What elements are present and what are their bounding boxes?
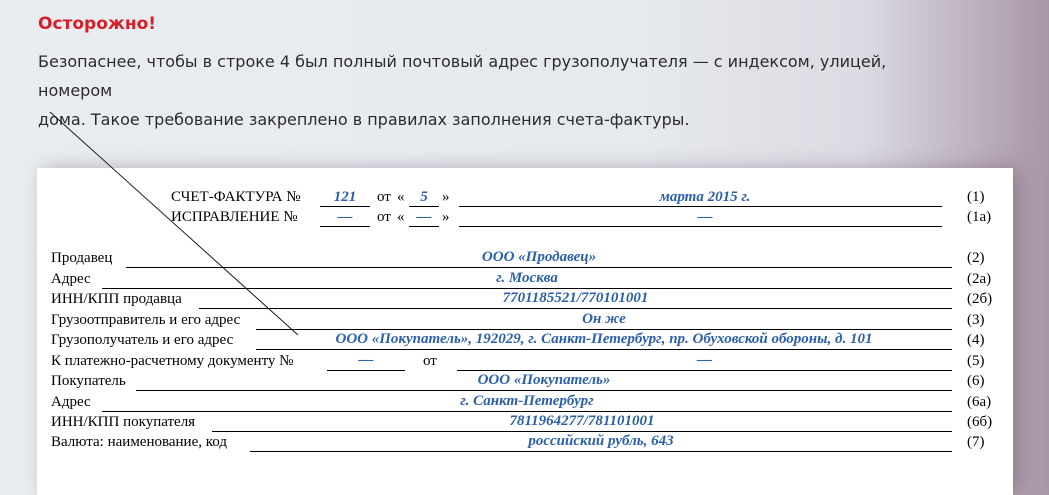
correction-day-value: — (416, 209, 432, 225)
seller-value: ООО «Продавец» (481, 249, 597, 265)
seller-address-code: (2а) (967, 271, 992, 287)
buyer-label: Покупатель (51, 373, 126, 389)
seller-inn-code: (2б) (967, 291, 993, 307)
invoice-date-value: марта 2015 г. (659, 189, 751, 205)
buyer-inn-label: ИНН/КПП покупателя (51, 414, 196, 430)
correction-from-label: от (377, 209, 391, 225)
correction-number-value: — (337, 209, 353, 225)
callout-title: Осторожно! (38, 14, 157, 34)
buyer-inn-code: (6б) (967, 414, 993, 430)
buyer-inn-value: 7811964277/781101001 (509, 413, 655, 429)
correction-label: ИСПРАВЛЕНИЕ № (171, 209, 298, 225)
payment-doc-from-label: от (423, 353, 437, 369)
seller-inn-label: ИНН/КПП продавца (51, 291, 182, 307)
shipper-code: (3) (967, 312, 985, 328)
buyer-address-label: Адрес (51, 394, 91, 410)
payment-doc-number-value: — (358, 352, 374, 368)
invoice-code: (1) (967, 189, 985, 205)
correction-date-value: — (697, 209, 713, 225)
correction-quote-open: « (397, 209, 405, 225)
currency-label: Валюта: наименование, код (51, 434, 227, 450)
currency-value: российский рубль, 643 (528, 433, 674, 449)
payment-doc-label: К платежно-расчетному документу № (51, 353, 294, 369)
payment-doc-code: (5) (967, 353, 985, 369)
correction-quote-close: » (442, 209, 450, 225)
seller-label: Продавец (51, 250, 113, 266)
invoice-quote-close: » (442, 189, 450, 205)
shipper-value: Он же (582, 311, 626, 327)
invoice-day-value: 5 (420, 189, 428, 205)
invoice-quote-open: « (397, 189, 405, 205)
currency-code: (7) (967, 434, 985, 450)
shipper-label: Грузоотправитель и его адрес (51, 312, 241, 328)
buyer-code: (6) (967, 373, 985, 389)
seller-inn-value: 7701185521/770101001 (502, 290, 649, 306)
payment-doc-date-value: — (697, 352, 712, 368)
callout-text-line-2: дома. Такое требование закреплено в правилах заполнения счета-фактуры. (38, 110, 690, 129)
consignee-label: Грузополучатель и его адрес (51, 332, 234, 348)
seller-code: (2) (967, 250, 985, 266)
consignee-value: ООО «Покупатель», 192029, г. Санкт-Петербург, пр. Обуховской обороны, д. 101 (335, 331, 873, 347)
callout-text-line-1: Безопаснее, чтобы в строке 4 был полный почтовый адрес грузополучателя — с индексом, улицей, номером (38, 52, 887, 100)
consignee-code: (4) (967, 332, 985, 348)
invoice-number-value: 121 (333, 189, 357, 205)
seller-address-label: Адрес (51, 271, 91, 287)
invoice-from-label: от (377, 189, 391, 205)
buyer-address-code: (6а) (967, 394, 992, 410)
seller-address-value: г. Москва (496, 270, 558, 286)
buyer-address-value: г. Санкт-Петербург (460, 393, 594, 409)
invoice-title-label: СЧЕТ-ФАКТУРА № (171, 189, 301, 205)
buyer-value: ООО «Покупатель» (477, 372, 611, 388)
correction-code: (1а) (967, 209, 992, 225)
